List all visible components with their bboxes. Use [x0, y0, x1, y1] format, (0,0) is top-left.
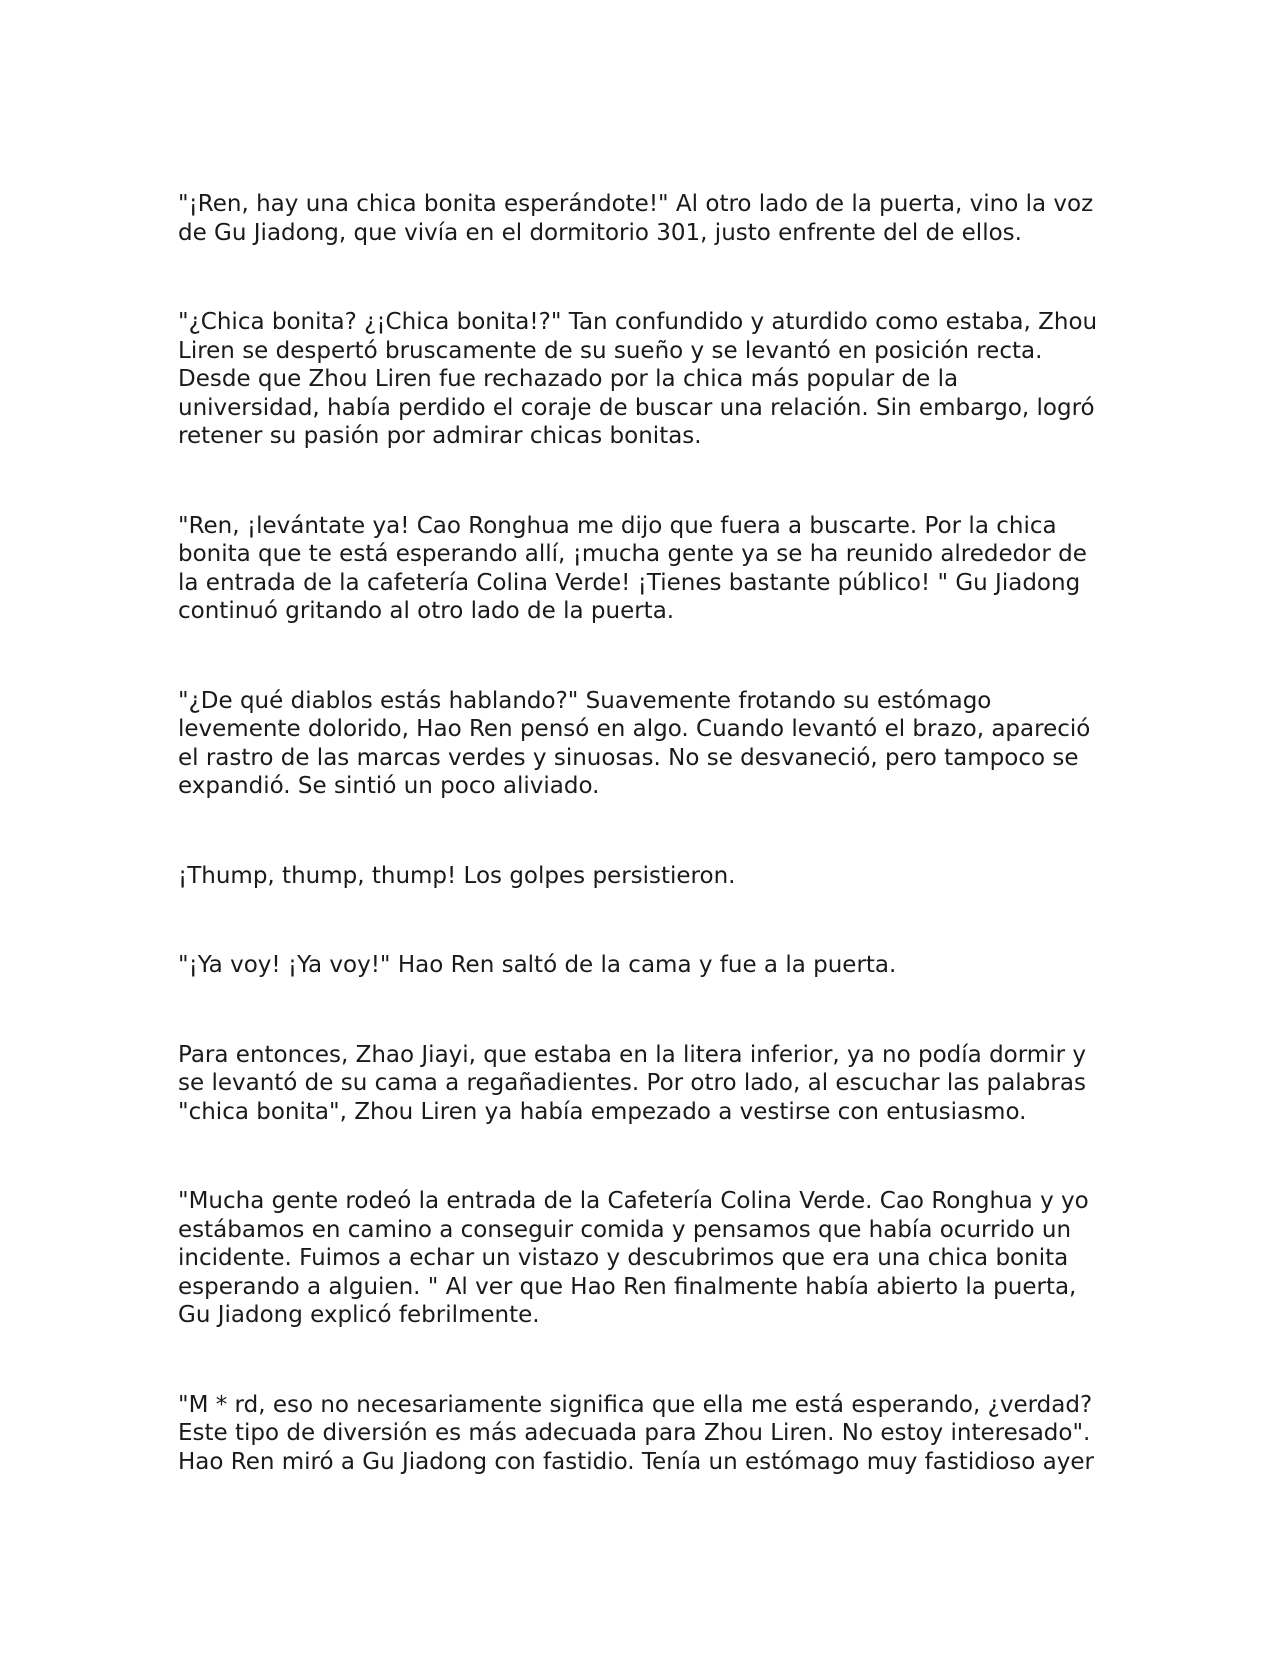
paragraph-4: "¿De qué diablos estás hablando?" Suavemente frotando su estómago levemente dolorido, Hao Ren pensó en algo. Cuando levantó el brazo, apareció el rastro de las marcas verdes y sinuosas. No se desvaneció, pero tampoco se expandió. Se sintió un poco aliviado. [178, 687, 1091, 799]
paragraph-6: "¡Ya voy! ¡Ya voy!" Hao Ren saltó de la cama y fue a la puerta. [178, 952, 897, 978]
paragraph-1: "¡Ren, hay una chica bonita esperándote!" Al otro lado de la puerta, vino la voz de Gu Jiadong, que vivía en el dormitorio 301, justo enfrente del de ellos. [178, 191, 1094, 246]
paragraph-5: ¡Thump, thump, thump! Los golpes persistieron. [178, 862, 736, 889]
document-page [178, 190, 1098, 1476]
paragraph-7: Para entonces, Zhao Jiayi, que estaba en la litera inferior, ya no podía dormir y se levantó de su cama a regañadientes. Por otro lado, al escuchar las palabras "chica bonita", Zhou Liren ya había empezado a vestirse con entusiasmo. [178, 1041, 1086, 1125]
paragraph-9: "M * rd, eso no necesariamente significa que ella me está esperando, ¿verdad? Este tipo de diversión es más adecuada para Zhou Liren. No estoy interesado". Hao Ren miró a Gu Jiadong con fastidio. Tenía un estómago muy fastidioso ayer [178, 1391, 1094, 1475]
paragraph-8: "Mucha gente rodeó la entrada de la Cafetería Colina Verde. Cao Ronghua y yo estábamos en camino a conseguir comida y pensamos que había ocurrido un incidente. Fuimos a echar un vistazo y descubrimos que era una chica bonita esperando a alguien. " Al ver que Hao Ren finalmente había abierto la puerta, Gu Jiadong explicó febrilmente. [178, 1188, 1089, 1328]
paragraph-3: "Ren, ¡levántate ya! Cao Ronghua me dijo que fuera a buscarte. Por la chica bonita que te está esperando allí, ¡mucha gente ya se ha reunido alrededor de la entrada de la cafetería Colina Verde! ¡Tienes bastante público! " Gu Jiadong continuó gritando al otro lado de la puerta. [178, 512, 1087, 624]
paragraph-2: "¿Chica bonita? ¿¡Chica bonita!?" Tan confundido y aturdido como estaba, Zhou Liren se despertó bruscamente de su sueño y se levantó en posición recta. Desde que Zhou Liren fue rechazado por la chica más popular de la universidad, había perdido el coraje de buscar una relación. Sin embargo, logró retener su pasión por admirar chicas bonitas. [178, 309, 1098, 449]
